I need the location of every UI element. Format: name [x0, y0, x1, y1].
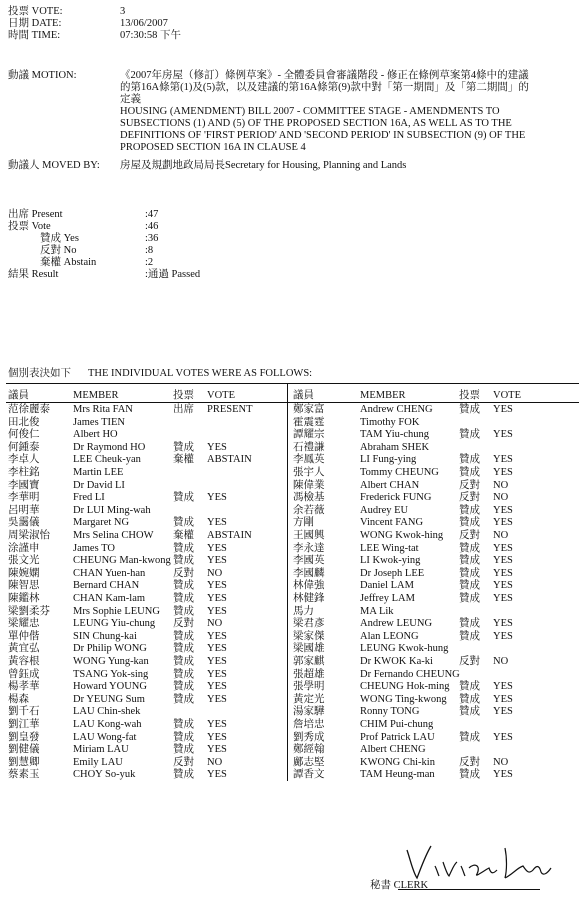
member-name-cn: 張宇人 — [293, 467, 325, 478]
mover-value: 房屋及規劃地政局局長Secretary for Housing, Planning and Lands — [120, 160, 407, 171]
member-name: Prof Patrick LAU — [360, 731, 435, 743]
header-name-cn: 議員 — [8, 390, 29, 401]
member-name: LI Kwok-ying — [360, 555, 421, 567]
member-vote: YES — [207, 517, 227, 529]
member-vote: NO — [493, 479, 509, 491]
member-name: Frederick FUNG — [360, 492, 432, 504]
member-name: Abraham SHEK — [360, 441, 430, 453]
member-name-cn: 劉慧卿 — [8, 756, 40, 768]
table-row — [0, 429, 585, 441]
result-value: :通過 Passed — [145, 269, 201, 280]
member-name-cn: 詹培忠 — [293, 719, 325, 730]
member-name-cn: 鄭經翰 — [293, 744, 325, 756]
member-name: Martin LEE — [73, 467, 124, 478]
member-name: Andrew LEUNG — [360, 618, 433, 630]
member-name: Howard YOUNG — [73, 681, 147, 693]
member-name-cn: 黃定光 — [293, 693, 325, 705]
member-vote-cn: 贊成 — [173, 668, 194, 680]
member-name-cn: 余若薇 — [293, 504, 325, 516]
member-vote-cn: 贊成 — [459, 731, 480, 743]
member-vote-cn: 反對 — [459, 479, 480, 491]
member-name-cn: 石禮謙 — [293, 441, 325, 453]
member-vote: YES — [207, 643, 227, 655]
table-row — [0, 732, 585, 744]
vote-number-label: 投票 VOTE: — [8, 6, 63, 17]
member-name-cn: 李卓人 — [8, 454, 40, 466]
mover-label: 動議人 MOVED BY: — [8, 160, 100, 171]
member-vote: YES — [493, 693, 513, 705]
member-vote: YES — [207, 492, 227, 504]
member-vote: YES — [207, 441, 227, 453]
member-vote-cn: 贊成 — [459, 693, 480, 705]
member-vote-cn: 贊成 — [173, 492, 194, 504]
member-vote-cn: 贊成 — [459, 555, 480, 567]
table-row — [0, 694, 585, 706]
member-vote: YES — [493, 731, 513, 743]
member-name: Daniel LAM — [360, 580, 414, 592]
table-row — [0, 606, 585, 618]
member-vote-cn: 贊成 — [173, 555, 194, 567]
member-name-cn: 張學明 — [293, 681, 325, 693]
member-vote: ABSTAIN — [207, 530, 252, 541]
member-name: Audrey EU — [360, 504, 409, 516]
table-row — [0, 744, 585, 756]
table-row — [0, 480, 585, 492]
member-name: Dr Raymond HO — [73, 441, 146, 453]
motion-line: 《2007年房屋（修訂）條例草案》- 全體委員會審議階段 - 修正在條例草案第4條中的建議 — [120, 70, 529, 81]
member-vote-cn: 反對 — [173, 618, 194, 630]
member-name: CHAN Yuen-han — [73, 567, 146, 579]
member-vote-cn: 贊成 — [173, 605, 194, 617]
motion-line: SUBSECTIONS (1) AND (5) OF THE PROPOSED SECTION 16A, AS WELL AS TO THE — [120, 118, 512, 129]
member-vote-cn: 贊成 — [173, 593, 194, 604]
member-name: LEE Wing-tat — [360, 542, 419, 554]
table-row — [0, 492, 585, 504]
member-name: Emily LAU — [73, 756, 123, 768]
member-name: LAU Wong-fat — [73, 731, 137, 743]
member-vote: YES — [493, 567, 513, 579]
table-header-row — [0, 390, 585, 402]
date-value: 13/06/2007 — [120, 18, 168, 29]
member-name-cn: 湯家驊 — [293, 706, 325, 718]
member-name: LEE Cheuk-yan — [73, 454, 141, 466]
member-name: Fred LI — [73, 492, 105, 504]
member-name: Albert CHENG — [360, 744, 426, 756]
member-name-cn: 陳偉業 — [293, 479, 325, 491]
member-vote-cn: 贊成 — [459, 681, 480, 693]
member-vote-cn: 贊成 — [459, 454, 480, 466]
member-vote-cn: 出席 — [173, 404, 194, 415]
member-vote: NO — [493, 530, 509, 541]
member-name: TAM Yiu-chung — [360, 429, 430, 441]
table-row — [0, 417, 585, 429]
member-name: CHAN Kam-lam — [73, 593, 146, 604]
member-vote: YES — [493, 769, 513, 781]
member-vote: YES — [207, 681, 227, 693]
member-name-cn: 張超雄 — [293, 668, 325, 680]
present-label: 出席 Present — [8, 209, 63, 220]
member-name-cn: 李柱銘 — [8, 467, 40, 478]
table-intro-cn: 個別表決如下 — [8, 368, 71, 379]
member-name: Albert CHAN — [360, 479, 420, 491]
member-name: LEUNG Kwok-hung — [360, 643, 449, 655]
clerk-label: 秘書 CLERK — [370, 880, 429, 891]
member-name-cn: 周梁淑怡 — [8, 530, 50, 541]
member-vote: YES — [493, 555, 513, 567]
member-name: MA Lik — [360, 605, 394, 617]
present-value: :47 — [145, 209, 159, 220]
table-row — [0, 631, 585, 643]
member-name: Dr YEUNG Sum — [73, 693, 145, 705]
member-vote: YES — [207, 656, 227, 667]
table-row — [0, 719, 585, 731]
member-name: LAU Kong-wah — [73, 719, 142, 730]
member-name-cn: 鄺志堅 — [293, 756, 325, 768]
abstain-label: 棄權 Abstain — [40, 257, 97, 268]
member-vote-cn: 贊成 — [459, 504, 480, 516]
header-vote: VOTE — [207, 390, 235, 401]
clerk-signature-line — [398, 889, 540, 890]
member-vote-cn: 贊成 — [173, 656, 194, 667]
member-name-cn: 單仲偕 — [8, 630, 40, 642]
member-vote-cn: 棄權 — [173, 454, 194, 466]
table-row — [0, 681, 585, 693]
motion-text — [120, 70, 560, 154]
member-name-cn: 陳鑑林 — [8, 593, 40, 604]
table-row — [0, 656, 585, 668]
member-name-cn: 吳靄儀 — [8, 517, 40, 529]
table-row — [0, 454, 585, 466]
table-row — [0, 555, 585, 567]
member-vote: YES — [207, 693, 227, 705]
member-vote-cn: 贊成 — [173, 630, 194, 642]
member-vote-cn: 贊成 — [173, 681, 194, 693]
member-name-cn: 何俊仁 — [8, 429, 40, 441]
member-vote: YES — [207, 719, 227, 730]
member-vote-cn: 贊成 — [459, 429, 480, 441]
member-name-cn: 李國寶 — [8, 479, 40, 491]
date-label: 日期 DATE: — [8, 18, 62, 29]
member-name-cn: 楊森 — [8, 693, 29, 705]
member-name-cn: 劉千石 — [8, 706, 40, 718]
table-row — [0, 593, 585, 605]
member-name-cn: 李永達 — [293, 542, 325, 554]
member-vote-cn: 贊成 — [459, 404, 480, 415]
member-name: LI Fung-ying — [360, 454, 417, 466]
member-vote: YES — [207, 731, 227, 743]
member-name: Alan LEONG — [360, 630, 419, 642]
member-vote: YES — [207, 630, 227, 642]
member-vote: YES — [493, 404, 513, 415]
no-label: 反對 No — [40, 245, 77, 256]
member-vote-cn: 贊成 — [173, 542, 194, 554]
member-name-cn: 霍震霆 — [293, 416, 325, 428]
table-row — [0, 543, 585, 555]
member-name: Tommy CHEUNG — [360, 467, 439, 478]
time-label: 時間 TIME: — [8, 30, 61, 41]
member-vote: NO — [207, 618, 223, 630]
table-row — [0, 404, 585, 416]
member-name: WONG Kwok-hing — [360, 530, 444, 541]
member-name: James TO — [73, 542, 115, 554]
table-row — [0, 706, 585, 718]
member-name: Dr LUI Ming-wah — [73, 504, 151, 516]
member-name: Mrs Rita FAN — [73, 404, 133, 415]
member-vote: YES — [493, 593, 513, 604]
member-name: LAU Chin-shek — [73, 706, 141, 718]
member-vote: YES — [493, 706, 513, 718]
member-name-cn: 曾鈺成 — [8, 668, 40, 680]
member-vote-cn: 贊成 — [173, 580, 194, 592]
member-name: Margaret NG — [73, 517, 130, 529]
motion-line: DEFINITIONS OF 'FIRST PERIOD' AND 'SECOND PERIOD' IN SUBSECTION (9) OF THE — [120, 130, 526, 141]
member-vote: YES — [493, 504, 513, 516]
table-row — [0, 618, 585, 630]
member-name: Dr Fernando CHEUNG — [360, 668, 460, 680]
member-name: TAM Heung-man — [360, 769, 435, 781]
member-vote-cn: 贊成 — [459, 580, 480, 592]
member-name: CHIM Pui-chung — [360, 719, 434, 730]
header-name-cn-right: 議員 — [293, 390, 314, 401]
time-value: 07:30:58 下午 — [120, 30, 181, 41]
member-name-cn: 馮檢基 — [293, 492, 325, 504]
member-vote: YES — [493, 542, 513, 554]
member-vote-cn: 反對 — [173, 756, 194, 768]
member-name-cn: 鄭家富 — [293, 404, 325, 415]
member-name-cn: 譚耀宗 — [293, 429, 325, 441]
member-vote: NO — [207, 567, 223, 579]
member-name: TSANG Yok-sing — [73, 668, 149, 680]
member-name-cn: 林偉強 — [293, 580, 325, 592]
member-vote-cn: 反對 — [459, 756, 480, 768]
member-name-cn: 方剛 — [293, 517, 314, 529]
member-name-cn: 張文光 — [8, 555, 40, 567]
member-name: WONG Yung-kan — [73, 656, 149, 667]
member-name-cn: 李國英 — [293, 555, 325, 567]
table-row — [0, 467, 585, 479]
member-name-cn: 劉江華 — [8, 719, 40, 730]
yes-value: :36 — [145, 233, 159, 244]
member-vote: ABSTAIN — [207, 454, 252, 466]
member-vote-cn: 反對 — [173, 567, 194, 579]
member-vote: YES — [493, 681, 513, 693]
member-name: Albert HO — [73, 429, 118, 441]
member-vote: NO — [493, 656, 509, 667]
header-vote-cn-right: 投票 — [459, 390, 480, 401]
no-value: :8 — [145, 245, 154, 256]
member-name: Timothy FOK — [360, 416, 420, 428]
member-name: SIN Chung-kai — [73, 630, 137, 642]
member-name-cn: 林健鋒 — [293, 593, 325, 604]
table-row — [0, 580, 585, 592]
member-vote: YES — [207, 744, 227, 756]
table-row — [0, 757, 585, 769]
member-name: Bernard CHAN — [73, 580, 140, 592]
table-row — [0, 769, 585, 781]
member-name-cn: 陳智思 — [8, 580, 40, 592]
abstain-value: :2 — [145, 257, 154, 268]
member-vote: YES — [207, 769, 227, 781]
member-vote: YES — [207, 542, 227, 554]
member-name-cn: 劉皇發 — [8, 731, 40, 743]
member-name-cn: 李華明 — [8, 492, 40, 504]
member-vote: YES — [207, 555, 227, 567]
member-vote: YES — [493, 618, 513, 630]
member-name: Mrs Selina CHOW — [73, 530, 154, 541]
member-vote: YES — [207, 580, 227, 592]
member-vote-cn: 贊成 — [459, 542, 480, 554]
motion-line: PROPOSED SECTION 16A IN CLAUSE 4 — [120, 142, 306, 153]
table-row — [0, 505, 585, 517]
member-name-cn: 王國興 — [293, 530, 325, 541]
member-name-cn: 黃宜弘 — [8, 643, 40, 655]
vote-count-value: :46 — [145, 221, 159, 232]
header-vote-right: VOTE — [493, 390, 521, 401]
member-name-cn: 李國麟 — [293, 567, 325, 579]
member-name: CHOY So-yuk — [73, 769, 136, 781]
member-name-cn: 梁劉柔芬 — [8, 605, 50, 617]
member-vote: YES — [493, 454, 513, 466]
member-vote: YES — [493, 429, 513, 441]
header-member-right: MEMBER — [360, 390, 406, 401]
member-name: CHEUNG Hok-ming — [360, 681, 450, 693]
member-vote-cn: 贊成 — [459, 517, 480, 529]
member-vote-cn: 反對 — [459, 656, 480, 667]
member-name-cn: 李鳳英 — [293, 454, 325, 466]
member-name: WONG Ting-kwong — [360, 693, 447, 705]
table-intro-en: THE INDIVIDUAL VOTES WERE AS FOLLOWS: — [88, 368, 313, 379]
member-vote: YES — [207, 605, 227, 617]
member-name: KWONG Chi-kin — [360, 756, 435, 768]
member-vote-cn: 贊成 — [173, 744, 194, 756]
member-name-cn: 梁君彥 — [293, 618, 325, 630]
member-name: Mrs Sophie LEUNG — [73, 605, 160, 617]
motion-line: 的第16A條第(1)及(5)款，以及建議的第16A條第(9)款中對「第一期間」及「第二期間」的 — [120, 82, 529, 93]
member-vote: NO — [207, 756, 223, 768]
member-name-cn: 呂明華 — [8, 504, 40, 516]
motion-line: 定義 — [120, 94, 141, 105]
member-vote-cn: 贊成 — [173, 769, 194, 781]
member-vote: YES — [493, 580, 513, 592]
vote-number-value: 3 — [120, 6, 126, 17]
member-name: Dr Philip WONG — [73, 643, 147, 655]
member-vote-cn: 贊成 — [459, 706, 480, 718]
member-vote: YES — [207, 593, 227, 604]
table-header-rule — [6, 402, 579, 403]
member-vote: PRESENT — [207, 404, 253, 415]
member-vote-cn: 贊成 — [173, 719, 194, 730]
member-vote-cn: 贊成 — [173, 643, 194, 655]
member-vote-cn: 贊成 — [459, 630, 480, 642]
member-name-cn: 梁國雄 — [293, 643, 325, 655]
member-name: Andrew CHENG — [360, 404, 433, 415]
member-name: CHEUNG Man-kwong — [73, 555, 171, 567]
member-name-cn: 陳婉嫻 — [8, 567, 40, 579]
member-name-cn: 蔡素玉 — [8, 769, 40, 781]
result-label: 結果 Result — [8, 269, 59, 280]
member-vote: YES — [493, 517, 513, 529]
member-name-cn: 梁家傑 — [293, 630, 325, 642]
header-vote-cn: 投票 — [173, 390, 194, 401]
member-name-cn: 馬力 — [293, 605, 314, 617]
member-name: Dr Joseph LEE — [360, 567, 425, 579]
member-vote-cn: 贊成 — [459, 567, 480, 579]
member-vote-cn: 贊成 — [173, 731, 194, 743]
member-name: LEUNG Yiu-chung — [73, 618, 156, 630]
member-vote-cn: 反對 — [459, 530, 480, 541]
member-name: Jeffrey LAM — [360, 593, 415, 604]
member-name-cn: 何鍾泰 — [8, 441, 40, 453]
vote-count-label: 投票 Vote — [8, 221, 51, 232]
motion-label: 動議 MOTION: — [8, 70, 77, 81]
member-name-cn: 郭家麒 — [293, 656, 325, 667]
yes-label: 贊成 Yes — [40, 233, 79, 244]
member-vote-cn: 棄權 — [173, 530, 194, 541]
member-name: Ronny TONG — [360, 706, 420, 718]
member-name-cn: 范徐麗泰 — [8, 404, 50, 415]
member-vote-cn: 贊成 — [459, 467, 480, 478]
member-vote-cn: 贊成 — [459, 618, 480, 630]
member-vote: NO — [493, 756, 509, 768]
table-row — [0, 643, 585, 655]
member-name: Dr David LI — [73, 479, 125, 491]
member-name: James TIEN — [73, 416, 126, 428]
table-row — [0, 568, 585, 580]
member-vote-cn: 贊成 — [173, 693, 194, 705]
member-name-cn: 黃容根 — [8, 656, 40, 667]
table-row — [0, 442, 585, 454]
member-name-cn: 劉秀成 — [293, 731, 325, 743]
table-top-rule — [6, 383, 579, 384]
table-row — [0, 530, 585, 542]
member-name-cn: 楊孝華 — [8, 681, 40, 693]
table-row — [0, 517, 585, 529]
motion-line: HOUSING (AMENDMENT) BILL 2007 - COMMITTEE STAGE - AMENDMENTS TO — [120, 106, 500, 117]
member-name-cn: 梁耀忠 — [8, 618, 40, 630]
member-vote-cn: 贊成 — [173, 441, 194, 453]
member-vote: YES — [493, 467, 513, 478]
member-name-cn: 譚香文 — [293, 769, 325, 781]
member-name-cn: 劉健儀 — [8, 744, 40, 756]
member-name-cn: 涂謹申 — [8, 542, 40, 554]
member-vote: YES — [207, 668, 227, 680]
header-member: MEMBER — [73, 390, 119, 401]
member-name: Miriam LAU — [73, 744, 129, 756]
table-row — [0, 669, 585, 681]
member-vote-cn: 贊成 — [173, 517, 194, 529]
member-vote: NO — [493, 492, 509, 504]
member-name: Dr KWOK Ka-ki — [360, 656, 433, 667]
member-vote: YES — [493, 630, 513, 642]
member-vote-cn: 反對 — [459, 492, 480, 504]
member-name: Vincent FANG — [360, 517, 424, 529]
member-vote-cn: 贊成 — [459, 593, 480, 604]
member-name-cn: 田北俊 — [8, 416, 40, 428]
member-vote-cn: 贊成 — [459, 769, 480, 781]
